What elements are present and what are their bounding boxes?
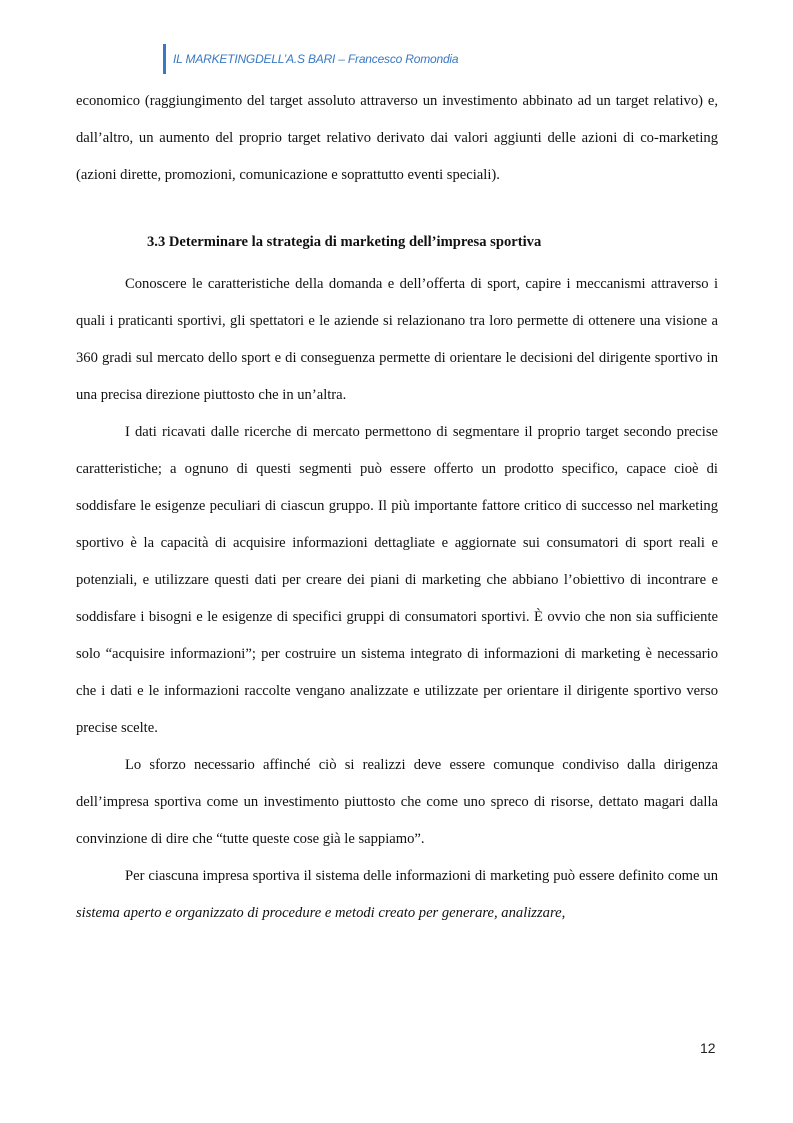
section-heading: 3.3 Determinare la strategia di marketing dell’impresa sportiva bbox=[147, 234, 542, 250]
paragraph-3: Lo sforzo necessario affinché ciò si realizzi deve essere comunque condiviso dalla dirigenza dell’impresa sportiva come un investimento piuttosto che come uno spreco di risorse, dettato magari dalla convinzione di dire che “tutte queste cose già le sappiamo”. bbox=[76, 757, 718, 847]
paragraph-4-text: Per ciascuna impresa sportiva il sistema delle informazioni di marketing può essere definito come un bbox=[125, 868, 718, 884]
paragraph-continuation: economico (raggiungimento del target assoluto attraverso un investimento abbinato ad un target relativo) e, dall’altro, un aumento del proprio target relativo derivato dai valori aggiunti delle azioni di co-marketing (azioni dirette, promozioni, comunicazione e soprattutto eventi speciali). bbox=[76, 93, 718, 183]
header-accent-bar bbox=[163, 44, 166, 74]
running-header bbox=[163, 44, 458, 74]
page-number: 12 bbox=[700, 1040, 716, 1056]
paragraph-4-italic: sistema aperto e organizzato di procedure e metodi creato per generare, analizzare, bbox=[76, 905, 566, 921]
body-block-top bbox=[76, 83, 718, 194]
paragraph-2: I dati ricavati dalle ricerche di mercato permettono di segmentare il proprio target secondo precise caratteristiche; a ognuno di questi segmenti può essere offerto un prodotto specifico, capace cioè di soddisfare le esigenze peculiari di ciascun gruppo. Il più importante fattore critico di successo nel marketing sportivo è la capacità di acquisire informazioni dettagliate e aggiornate sui consumatori di sport reali e potenziali, e utilizzare questi dati per creare dei piani di marketing che abbiano l’obiettivo di incontrare e soddisfare i bisogni e le esigenze di specifici gruppi di consumatori sportivi. È ovvio che non sia sufficiente solo “acquisire informazioni”; per costruire un sistema integrato di informazioni di marketing è necessario che i dati e le informazioni raccolte vengano analizzate e utilizzate per orientare il dirigente sportivo verso precise scelte. bbox=[76, 424, 718, 736]
paragraph-4 bbox=[76, 858, 718, 932]
body-block-main bbox=[76, 266, 718, 932]
running-title: IL MARKETINGDELL’A.S BARI – Francesco Romondia bbox=[173, 52, 459, 66]
paragraph-1: Conoscere le caratteristiche della domanda e dell’offerta di sport, capire i meccanismi attraverso i quali i praticanti sportivi, gli spettatori e le aziende si relazionano tra loro permette di ottenere una visione a 360 gradi sul mercato dello sport e di conseguenza permette di orientare le decisioni del dirigente sportivo in una precisa direzione piuttosto che in un’altra. bbox=[76, 276, 718, 403]
